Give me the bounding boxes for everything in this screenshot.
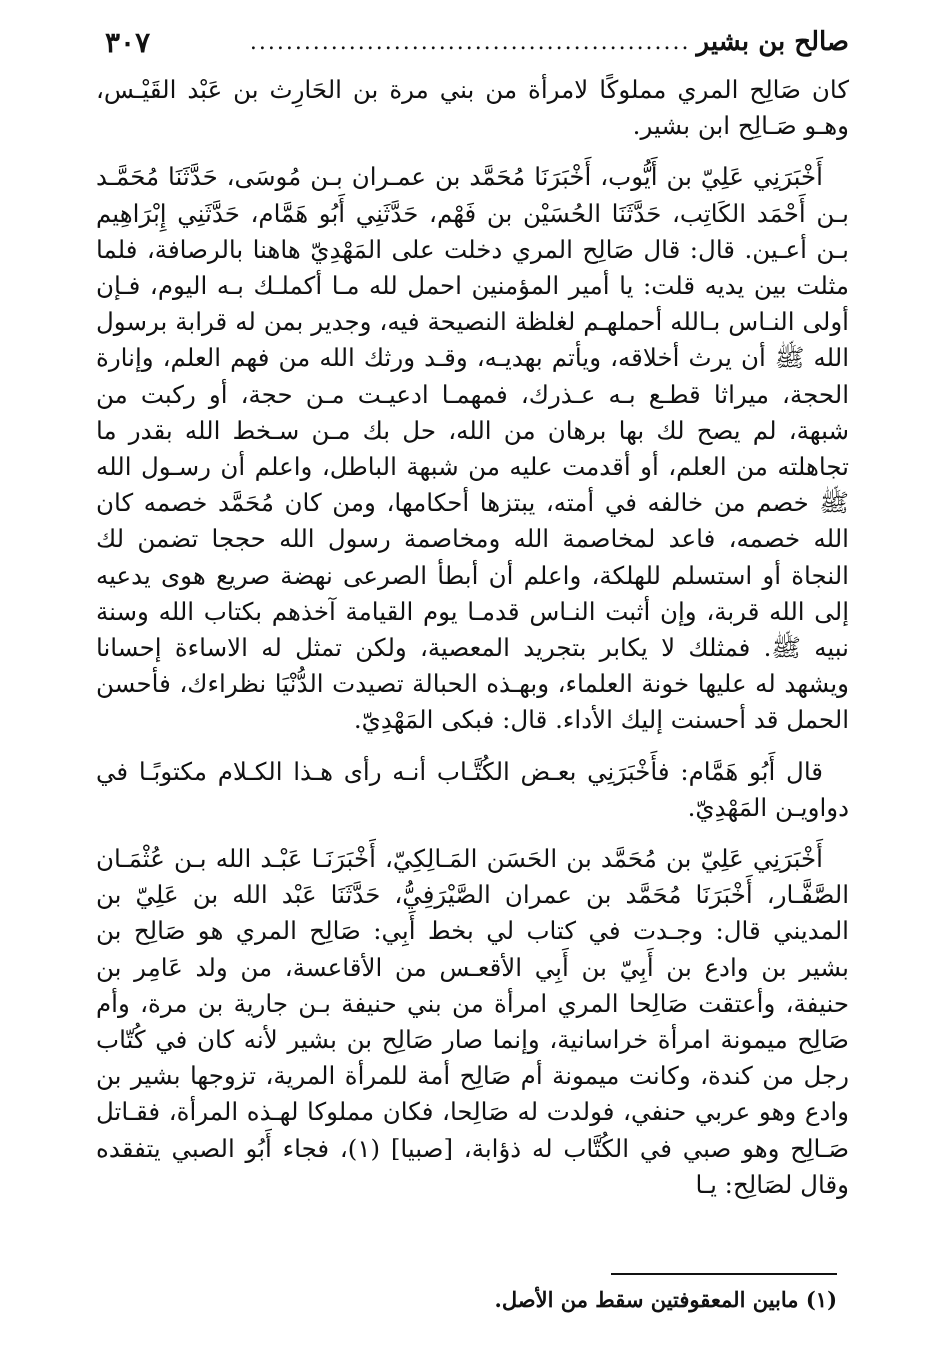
page-number: ٣٠٧ [105, 25, 151, 59]
running-title: صالح بن بشير [696, 27, 849, 57]
header-dot-leader: ................................................. [249, 29, 691, 55]
paragraph-salih-sermon: أَخْبَرَنِي عَلِيّ بن أَيُّوب، أَخْبَرَنَا مُحَمَّد بن عمـران بـن مُوسَى، حَدَّثَنَا مُحَمَّـد بـن أَحْمَد الكَاتِب، حَدَّثَنَا الحُسَيْن بن فَهْم، حَدَّثَنِي أَبُو هَمَّام، حَدَّثَنِي إِبْرَاهِيم بـن أعـين. قال: قال صَالِح المري دخلت على المَهْدِيّ هاهنا بالرصافة، فلما مثلت بين يديه قلت: يا أمير المؤمنين احمل لله مـا أكملـك بـه اليوم، فـإن أولى النـاس بـالله أحملهـم لغلظة النصيحة فيه، وجدير بمن له قرابة برسول الله ﷺ أن يرث أخلاقه، ويأتم بهديـه، وقـد ورثك الله من فهم العلم، وإنارة الحجة، ميراثا قطـع بـه عـذرك، فمهمـا ادعيـت مـن حجة، أو ركبت من شبهة، لم يصح لك بها برهان من الله، حل بك مـن سـخط الله بقدر ما تجاهلته من العلم، أو أقدمت عليه من شبهة الباطل، واعلم أن رسـول الله ﷺ خصم من خالفه في أمته، يبتزها أحكامها، ومن كان مُحَمَّد خصمه كان الله خصمه، فاعد لمخاصمة الله ومخاصمة رسول الله حججا تضمن لك النجاة أو استسلم للهلكة، واعلم أن أبطأ الصرعى نهضة صريع هوى يدعيه إلى الله قربة، وإن أثبت النـاس قدمـا يوم القيامة آخذهم بكتاب الله وسنة نبيه ﷺ. فمثلك لا يكابر بتجريد المعصية، ولكن تمثل له الاساءة إحسانا ويشهد له عليها خونة العلماء، وبهـذه الحبالة تصيدت الدُّنْيَا نظراءك، فأحسن الحمل قد أحسنت إليك الأداء. قال: فبكى المَهْدِيّ. [96, 162, 849, 735]
footnote: (١) مابين المعقوفتين سقط من الأصل. [494, 1287, 837, 1312]
paragraph-intro: كان صَالِح المري مملوكًا لامرأة من بني مرة بن الحَارِث بن عَبْد القَيْـس، وهـو صَـالِح ابن بشير. [96, 75, 849, 141]
footnote-separator [611, 1273, 837, 1275]
body-text [96, 72, 849, 1203]
paragraph-lineage: أَخْبَرَنِي عَلِيّ بن مُحَمَّد بن الحَسَن المَـالِكِيّ، أَخْبَرَنَـا عَبْـد الله بـن عُثْمَـان الصَّفَّـار، أَخْبَرَنَا مُحَمَّد بن عمران الصَّيْرَفِيُّ، حَدَّثَنَا عَبْد الله بن عَلِيّ بن المديني قال: وجـدت في كتاب لي بخط أَبِي: صَالِح المري هو صَالِح بن بشير بن وادع بن أَبِيّ بن أَبِي الأقعـس من الأقاعسة، من ولد عَامِر بن حنيفة، وأعتقت صَالِحا المري امرأة من بني حنيفة بـن جارية بن مرة، وأم صَالِح ميمونة امرأة خراسانية، وإنما صار صَالِح بن بشير لأنه كان في كُتّاب رجل من كندة، وكانت ميمونة أم صَالِح أمة للمرأة المرية، تزوجها بشير بن وادع وهو عربي حنفي، فولدت له صَالِحا، فكان مملوكا لهـذه المرأة، فقـاتل صَـالِح وهو صبي في الكُتَّاب له ذؤابة، [صبيا] (١)، فجاء أَبُو الصبي يتفقده وقال لصَالِح: يـا [96, 844, 849, 1199]
paragraph-abu-hammam: قال أَبُو هَمَّام: فأَخْبَرَنِي بعـض الكُتَّـاب أنـه رأى هـذا الكـلام مكتوبًـا في دواويـن المَهْدِيّ. [96, 756, 849, 822]
page-header [105, 22, 849, 62]
